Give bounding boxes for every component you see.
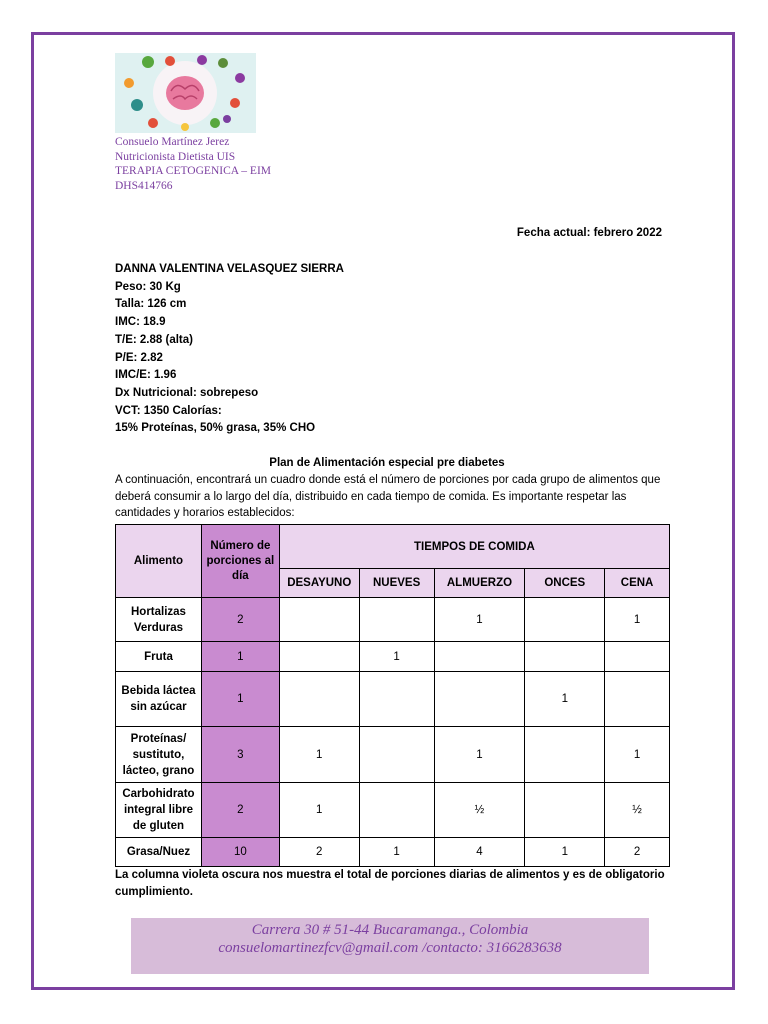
cell-porciones: 1: [201, 642, 279, 672]
patient-info: [115, 261, 344, 438]
total-calories: VCT: 1350 Calorías:: [115, 404, 222, 417]
cell-almuerzo: ½: [434, 783, 525, 838]
brain-with-food-icon: [115, 53, 256, 133]
cell-cena: 1: [605, 727, 670, 783]
cell-porciones: 1: [201, 672, 279, 727]
cell-desayuno: 1: [279, 783, 359, 838]
cell-nueves: 1: [359, 838, 434, 867]
cell-desayuno: [279, 598, 359, 642]
cell-nueves: 1: [359, 642, 434, 672]
table-row: [116, 598, 670, 642]
table-row: [116, 838, 670, 867]
header-onces: ONCES: [525, 569, 605, 598]
note-text: La columna violeta oscura nos muestra el total de porciones diarias de alimentos y es de obligatorio cumplimiento.: [115, 869, 665, 898]
cell-porciones: 2: [201, 783, 279, 838]
cell-nueves: [359, 783, 434, 838]
letterhead: [115, 135, 271, 193]
patient-height: Talla: 126 cm: [115, 298, 187, 311]
patient-bmi: IMC: 18.9: [115, 316, 166, 329]
cell-onces: 1: [525, 672, 605, 727]
cell-desayuno: 2: [279, 838, 359, 867]
header-tiempos: TIEMPOS DE COMIDA: [279, 525, 669, 569]
header-porciones: Número de porciones al día: [201, 525, 279, 598]
footer-contact: consuelomartinezfcv@gmail.com /contacto: 3166283638: [218, 940, 562, 956]
cell-onces: [525, 727, 605, 783]
current-date: Fecha actual: febrero 2022: [516, 227, 662, 239]
cell-cena: [605, 642, 670, 672]
cell-alimento: Proteínas/ sustituto, lácteo, grano: [116, 727, 202, 783]
cell-cena: 2: [605, 838, 670, 867]
macronutrient-split: 15% Proteínas, 50% grasa, 35% CHO: [115, 422, 316, 435]
cell-almuerzo: 1: [434, 598, 525, 642]
cell-onces: 1: [525, 838, 605, 867]
cell-porciones: 3: [201, 727, 279, 783]
cell-almuerzo: [434, 642, 525, 672]
header-alimento: Alimento: [116, 525, 202, 598]
specialty: TERAPIA CETOGENICA – EIM: [115, 165, 271, 177]
cell-porciones: 10: [201, 838, 279, 867]
cell-nueves: [359, 598, 434, 642]
cell-cena: 1: [605, 598, 670, 642]
cell-almuerzo: 1: [434, 727, 525, 783]
table-row: [116, 727, 670, 783]
table-row: [116, 642, 670, 672]
header-desayuno: DESAYUNO: [279, 569, 359, 598]
cell-onces: [525, 783, 605, 838]
patient-weight-height: P/E: 2.82: [115, 351, 163, 364]
intro-paragraph: A continuación, encontrará un cuadro donde está el número de porciones por cada grupo de alimentos que deberá consumir a lo largo del día, distribuido en cada tiempo de comida. Es importante respetar las cantidades y horarios establecidos:: [115, 474, 661, 519]
cell-porciones: 2: [201, 598, 279, 642]
portions-table: [115, 524, 670, 867]
header-almuerzo: ALMUERZO: [434, 569, 525, 598]
table-row: [116, 672, 670, 727]
cell-onces: [525, 642, 605, 672]
cell-desayuno: [279, 672, 359, 727]
patient-height-age: T/E: 2.88 (alta): [115, 333, 193, 346]
cell-cena: [605, 672, 670, 727]
cell-almuerzo: 4: [434, 838, 525, 867]
nutritionist-name: Consuelo Martínez Jerez: [115, 136, 230, 148]
plan-title: Plan de Alimentación especial pre diabetes: [269, 457, 505, 469]
table-row: [116, 783, 670, 838]
cell-desayuno: [279, 642, 359, 672]
header-nueves: NUEVES: [359, 569, 434, 598]
cell-alimento: Fruta: [116, 642, 202, 672]
cell-cena: ½: [605, 783, 670, 838]
nutritional-diagnosis: Dx Nutricional: sobrepeso: [115, 386, 259, 399]
cell-alimento: Bebida láctea sin azúcar: [116, 672, 202, 727]
patient-name: DANNA VALENTINA VELASQUEZ SIERRA: [115, 263, 344, 275]
cell-alimento: Carbohidrato integral libre de gluten: [116, 783, 202, 838]
cell-onces: [525, 598, 605, 642]
cell-almuerzo: [434, 672, 525, 727]
header-cena: CENA: [605, 569, 670, 598]
patient-weight: Peso: 30 Kg: [115, 280, 181, 293]
cell-nueves: [359, 672, 434, 727]
cell-alimento: Grasa/Nuez: [116, 838, 202, 867]
cell-alimento: Hortalizas Verduras: [116, 598, 202, 642]
license-number: DHS414766: [115, 179, 173, 192]
nutritionist-title: Nutricionista Dietista UIS: [115, 150, 236, 163]
footer-contact-box: [131, 918, 649, 974]
footer-address: Carrera 30 # 51-44 Bucaramanga., Colombia: [251, 922, 529, 938]
cell-desayuno: 1: [279, 727, 359, 783]
patient-bmi-age: IMC/E: 1.96: [115, 369, 177, 382]
cell-nueves: [359, 727, 434, 783]
